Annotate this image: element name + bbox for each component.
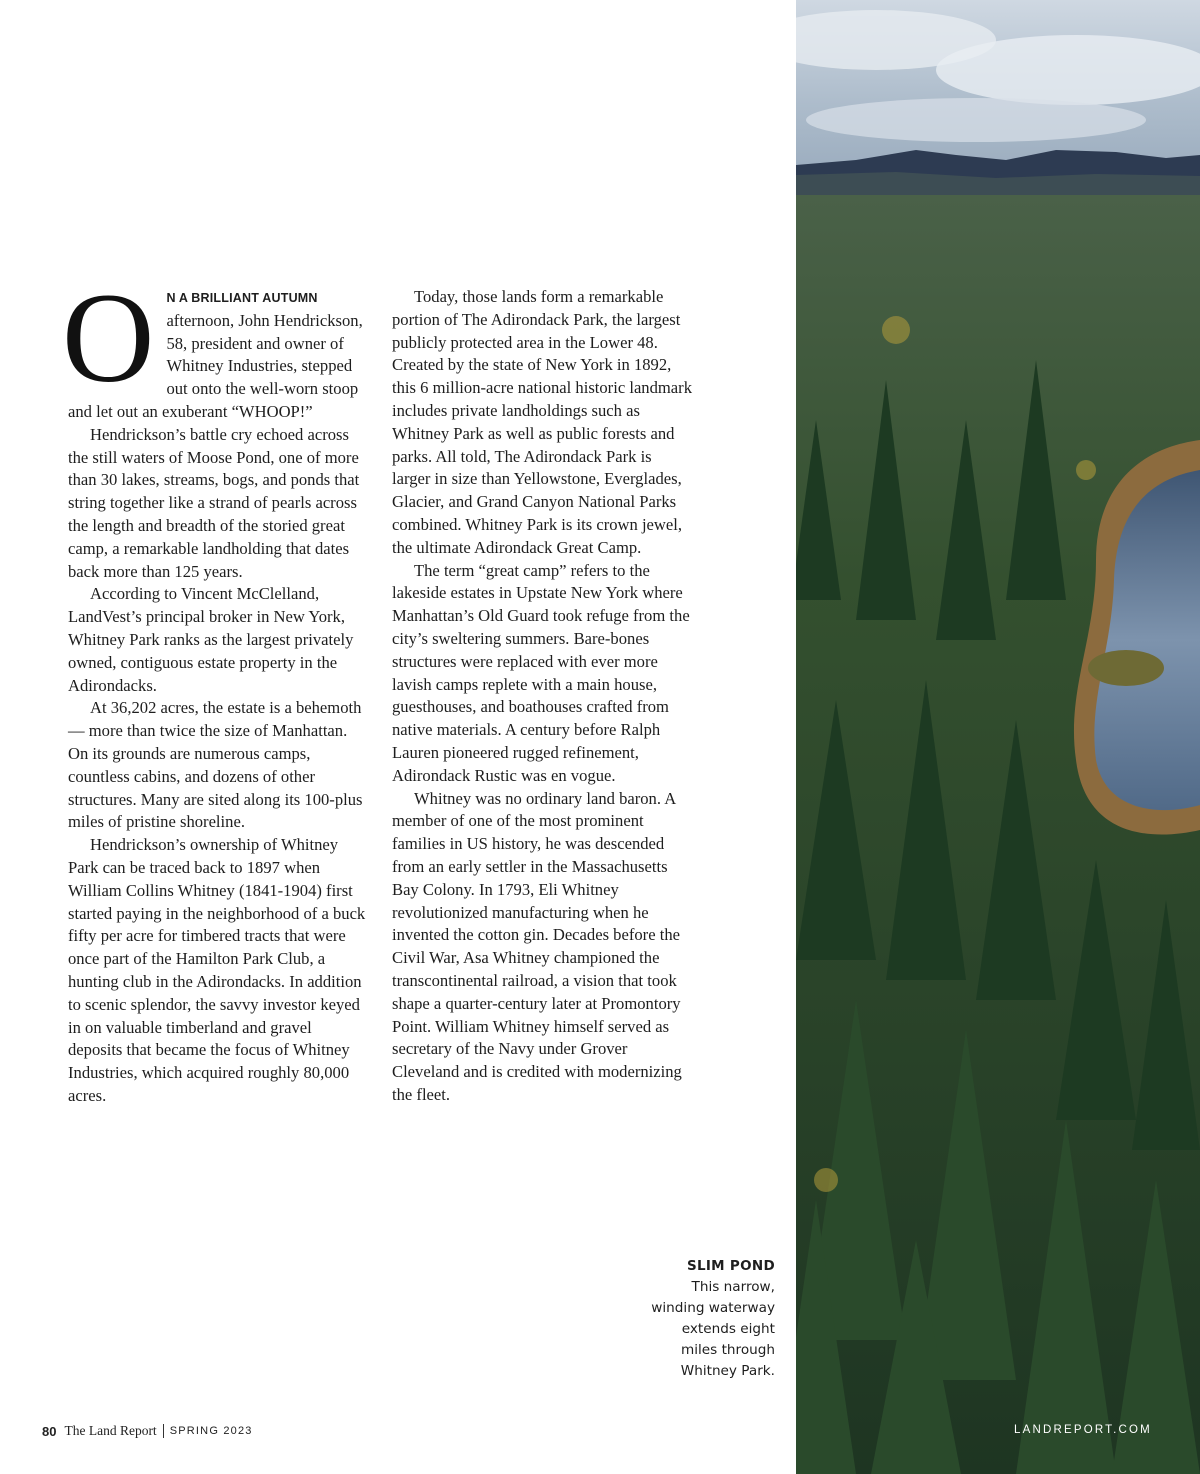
footer-divider	[163, 1424, 164, 1438]
body-paragraph: The term “great camp” refers to the lakeside estates in Upstate New York where Manhattan’s Old Guard took refuge from the city’s sweltering summers. Bare-bones structures were replaced with ever more lavish camps replete with a main house, guesthouses, and boathouses crafted from native materials. A century before Ralph Lauren pioneered rugged refinement, Adirondack Rustic was en vogue.	[392, 560, 690, 785]
caption-line: miles through	[681, 1342, 775, 1358]
forest-pond-photo	[796, 0, 1200, 1474]
page-footer	[42, 1423, 253, 1439]
body-paragraph: According to Vincent McClelland, LandVest’s principal broker in New York, Whitney Park ranks as the largest privately owned, contiguous estate property in the Adirondacks.	[68, 584, 354, 695]
body-paragraph: Today, those lands form a remarkable portion of The Adirondack Park, the largest publicly protected area in the Lower 48. Created by the state of New York in 1892, this 6 million-acre national historic landmark includes private landholdings such as Whitney Park as well as public forests and parks. All told, The Adirondack Park is larger in size than Yellowstone, Everglades, Glacier, and Grand Canyon National Parks combined. Whitney Park is its crown jewel, the ultimate Adirondack Great Camp.	[392, 287, 692, 557]
website-url: LANDREPORT.COM	[1014, 1424, 1152, 1436]
caption-line: extends eight	[681, 1321, 775, 1337]
caption-title: SLIM POND	[686, 1258, 775, 1274]
issue-label: SPRING 2023	[169, 1425, 253, 1437]
lede-small-caps: N A BRILLIANT AUTUMN	[166, 291, 318, 305]
body-paragraph: Hendrickson’s ownership of Whitney Park can be traced back to 1897 when William Collins Whitney (1841-1904) first started paying in the neighborhood of a buck fifty per acre for timbered tracts that were once part of the Hamilton Park Club, a hunting club in the Adirondacks. In addition to scenic splendor, the savvy investor keyed in on valuable timberland and gravel deposits that became the focus of Whitney Industries, which acquired roughly 80,000 acres.	[68, 835, 366, 1105]
article-column-right	[392, 286, 692, 1107]
lede-text: afternoon, John Hendrickson, 58, president and owner of Whitney Industries, stepped out onto the well-worn stoop and let out an exuberant “WHOOP!”	[68, 310, 363, 421]
page-number: 80	[42, 1423, 57, 1439]
body-paragraph: Hendrickson’s battle cry echoed across the still waters of Moose Pond, one of more than 30 lakes, streams, bogs, and ponds that string together like a strand of pearls across the length and breadth of the storied great camp, a remarkable landholding that dates back more than 125 years.	[68, 424, 360, 581]
caption-line: Whitney Park.	[680, 1363, 775, 1379]
photo-caption	[605, 1256, 775, 1382]
caption-line: winding waterway	[651, 1300, 775, 1316]
caption-line: This narrow,	[691, 1279, 775, 1295]
lede-paragraph	[62, 267, 368, 424]
body-paragraph: Whitney was no ordinary land baron. A member of one of the most prominent families in US history, he was descended from an early settler in the Massachusetts Bay Colony. In 1793, Eli Whitney revolutionized manufacturing when he invented the cotton gin. Decades before the Civil War, Asa Whitney championed the transcontinental railroad, a vision that took shape a quarter-century later at Promontory Point. William Whitney himself served as secretary of the Navy under Grover Cleveland and is credited with modernizing the fleet.	[392, 788, 682, 1104]
body-paragraph: At 36,202 acres, the estate is a behemoth — more than twice the size of Manhattan. On its grounds are numerous camps, countless cabins, and dozens of other structures. Many are sited along its 100-plus miles of pristine shoreline.	[68, 698, 363, 832]
magazine-name: The Land Report	[64, 1423, 157, 1438]
article-column-left	[62, 267, 368, 1108]
drop-cap: O	[62, 267, 155, 409]
